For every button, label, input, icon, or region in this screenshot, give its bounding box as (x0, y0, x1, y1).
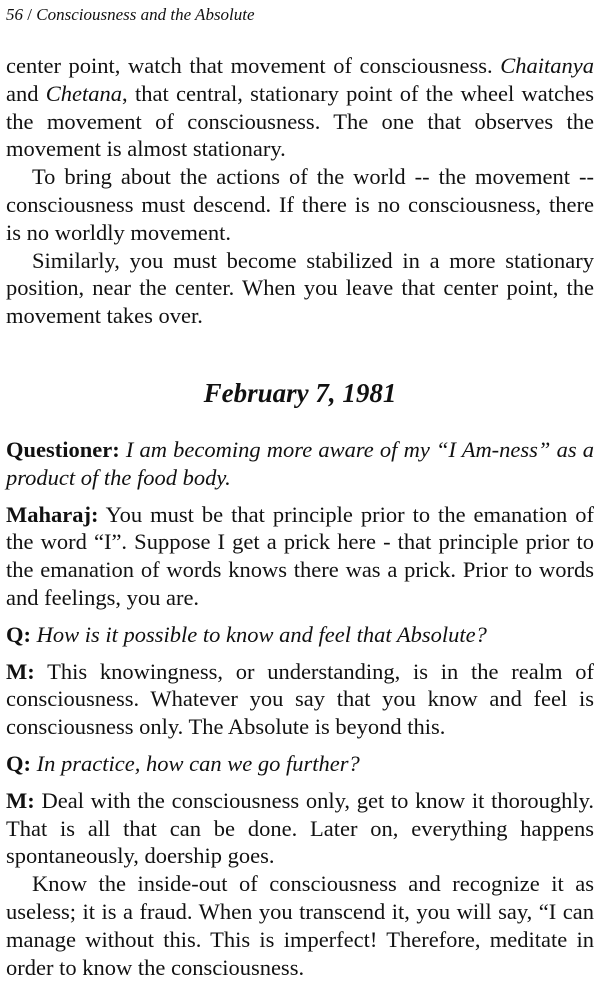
paragraph-text: , that central, stationary point of the wheel watches the movement of consciousness. The one that observes the movement is almost stationary. (6, 80, 594, 162)
speaker-label: Q: (6, 621, 31, 647)
closing-paragraph: Know the inside-out of consciousness and recognize it as useless; it is a fraud. When you transcend it, you will say, “I can manage without this. This is imperfect! Therefore, meditate in order to know the consciousness. (6, 871, 594, 980)
page-body (6, 52, 594, 981)
paragraph-text: center point, watch that movement of consciousness. (6, 53, 501, 78)
paragraph-text: and (6, 80, 46, 106)
paragraph-2: To bring about the actions of the world -- the movement -- consciousness must descend. If there is no consciousness, there is no worldly movement. (6, 164, 594, 245)
header-separator: / (27, 5, 32, 24)
question-text: In practice, how can we go further? (36, 750, 360, 776)
answer-text: This knowingness, or understanding, is in the realm of consciousness. Whatever you say that you know and feel is consciousness only. The Absolute is beyond this. (6, 658, 594, 740)
dialogue-q (6, 621, 594, 649)
dialogue-q (6, 750, 594, 778)
paragraph-3: Similarly, you must become stabilized in a more stationary position, near the center. When you leave that center point, the movement takes over. (6, 247, 594, 329)
book-title: Consciousness and the Absolute (36, 5, 255, 24)
answer-text: You must be that principle prior to the emanation of the word “I”. Suppose I get a prick here - that principle prior to the emanation of words knows there was a prick. Prior to words and feelings, you are. (6, 501, 594, 610)
dialogue-maharaj (6, 501, 594, 612)
speaker-label: Questioner: (6, 436, 120, 462)
dialogue-m (6, 787, 594, 870)
paragraph-1 (6, 52, 594, 163)
term-chaitanya: Chaitanya (500, 53, 594, 78)
question-text: I am becoming more aware of my “I Am-ness” as a product of the food body. (6, 436, 594, 490)
dialogue-m (6, 658, 594, 741)
speaker-label: Maharaj: (6, 501, 99, 527)
term-chetana: Chetana (45, 80, 123, 106)
running-header (6, 4, 594, 26)
date-heading: February 7, 1981 (203, 377, 397, 408)
question-text: How is it possible to know and feel that Absolute? (36, 621, 487, 647)
speaker-label: M: (6, 658, 35, 684)
dialogue-questioner (6, 436, 594, 492)
speaker-label: M: (6, 787, 35, 813)
answer-text: Deal with the consciousness only, get to know it thoroughly. That is all that can be done. Later on, everything happens spontaneously, doership goes. (6, 787, 595, 869)
speaker-label: Q: (6, 750, 31, 776)
page-number: 56 (6, 5, 23, 24)
